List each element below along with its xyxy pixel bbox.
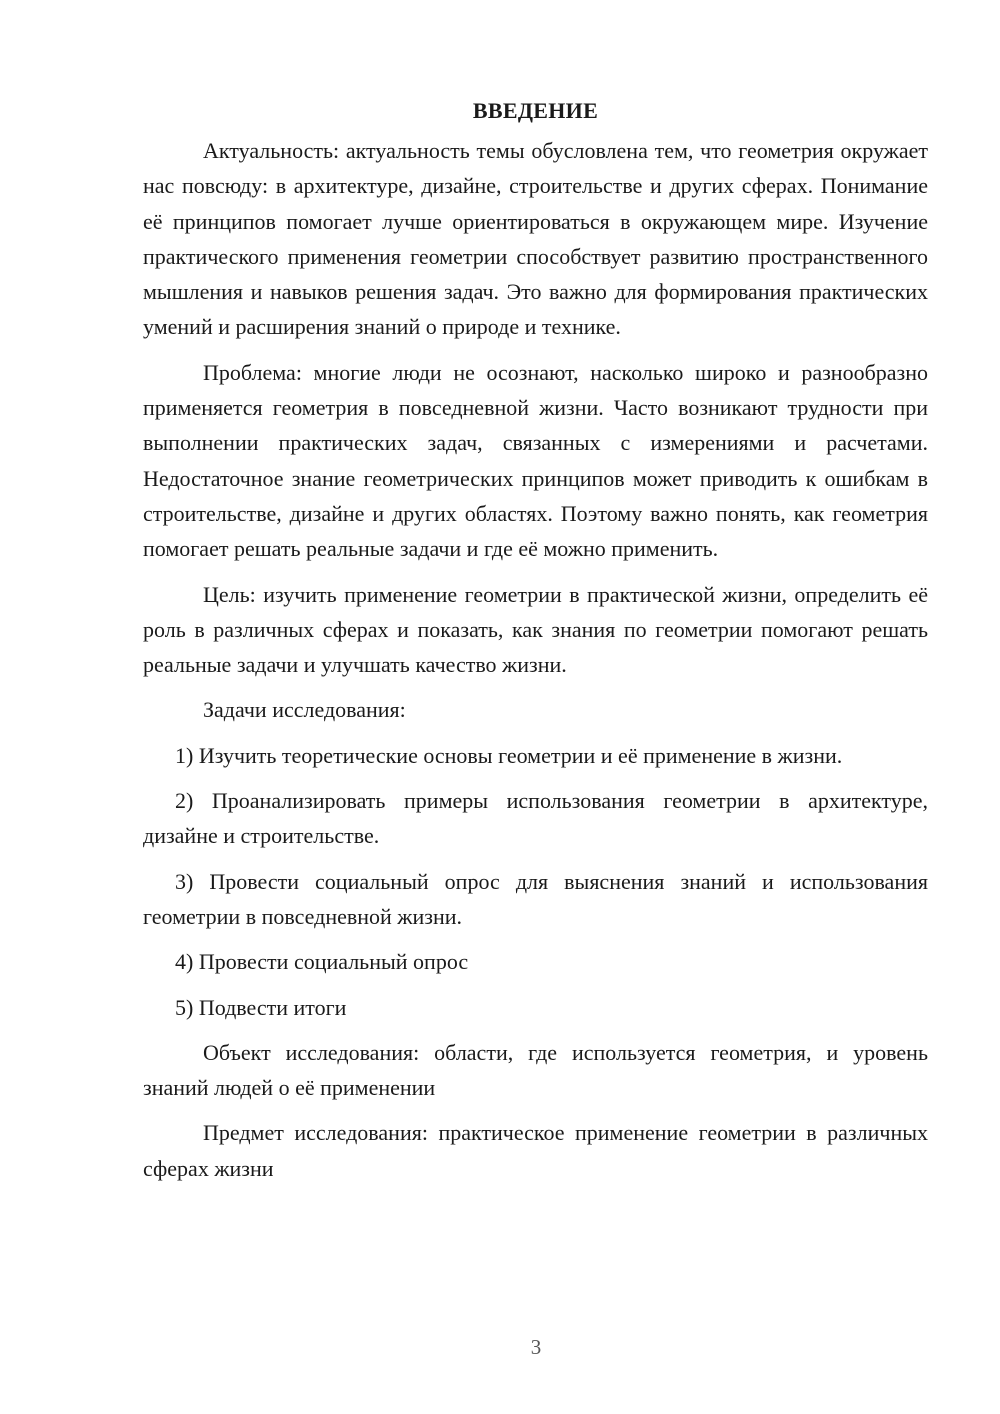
paragraph-relevance: Актуальность: актуальность темы обусловлена тем, что геометрия окружает нас повсюду: в архитектуре, дизайне, строительстве и других сферах. Понимание её принципов помогает лучше ориентироваться в окружающем мире. Изучение практического применения геометрии способствует развитию пространственного мышления и навыков решения задач. Это важно для формирования практических умений и расширения знаний о природе и технике.	[143, 138, 928, 340]
task-item-4: 4) Провести социальный опрос	[175, 949, 469, 975]
page-content	[143, 93, 928, 1186]
page-number: 3	[530, 1335, 542, 1359]
paragraph-tasks-heading: Задачи исследования:	[203, 697, 406, 723]
task-item-3: 3) Провести социальный опрос для выяснения знаний и использования геометрии в повседневной жизни.	[143, 868, 928, 929]
paragraph-research-object: Объект исследования: области, где используется геометрия, и уровень знаний людей о её применении	[143, 1039, 928, 1101]
paragraph-goal: Цель: изучить применение геометрии в практической жизни, определить её роль в различных сферах и показать, как знания по геометрии помогают решать реальные задачи и улучшать качество жизни.	[143, 581, 928, 678]
paragraph-problem: Проблема: многие люди не осознают, насколько широко и разнообразно применяется геометрия в повседневной жизни. Часто возникают трудности при выполнении практических задач, связанных с измерениями и расчетами. Недостаточное знание геометрических принципов может приводить к ошибкам в строительстве, дизайне и других областях. Поэтому важно понять, как геометрия помогает решать реальные задачи и где её можно применить.	[143, 359, 928, 562]
paragraph-research-subject: Предмет исследования: практическое применение геометрии в различных сферах жизни	[143, 1120, 928, 1181]
task-item-1: 1) Изучить теоретические основы геометрии и её применение в жизни.	[175, 742, 843, 768]
task-item-5: 5) Подвести итоги	[175, 994, 347, 1020]
section-title: ВВЕДЕНИЕ	[472, 98, 599, 123]
task-item-2: 2) Проанализировать примеры использования геометрии в архитектуре, дизайне и строительстве.	[143, 788, 928, 849]
